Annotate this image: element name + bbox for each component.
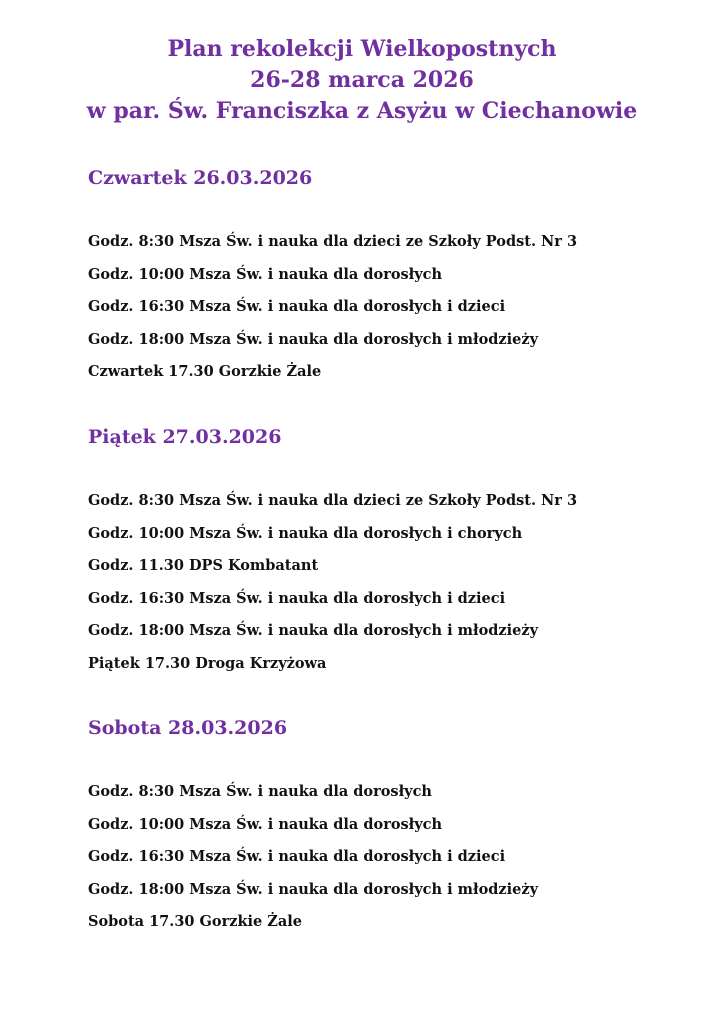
schedule-entry: Godz. 8:30 Msza Św. i nauka dla dzieci ze Szkoły Podst. Nr 3: [88, 233, 578, 250]
schedule-entry: Godz. 16:30 Msza Św. i nauka dla dorosłych i dzieci: [88, 848, 506, 865]
schedule-entry: Godz. 16:30 Msza Św. i nauka dla dorosłych i dzieci: [88, 589, 506, 607]
day-section-saturday: [88, 716, 688, 939]
title-line-2: 26-28 marca 2026: [250, 67, 474, 93]
schedule-entry: Sobota 17.30 Gorzkie Żale: [88, 913, 303, 930]
schedule-entry: Czwartek 17.30 Gorzkie Żale: [88, 363, 322, 380]
day-section-friday: [88, 425, 688, 680]
schedule-entry: Godz. 10:00 Msza Św. i nauka dla dorosłych: [88, 815, 443, 833]
schedule-list-friday: [88, 485, 688, 680]
schedule-entry: Godz. 16:30 Msza Św. i nauka dla dorosłych i dzieci: [88, 298, 506, 315]
title-line-1: Plan rekolekcji Wielkopostnych: [167, 36, 557, 62]
schedule-entry: Godz. 18:00 Msza Św. i nauka dla dorosłych i młodzieży: [88, 622, 539, 639]
document-title: [0, 34, 724, 127]
schedule-list-saturday: [88, 776, 688, 939]
title-line-3: w par. Św. Franciszka z Asyżu w Ciechanowie: [86, 98, 638, 124]
day-heading-friday: Piątek 27.03.2026: [88, 426, 282, 448]
schedule-entry: Godz. 10:00 Msza Św. i nauka dla dorosłych i chorych: [88, 524, 523, 542]
schedule-entry: Piątek 17.30 Droga Krzyżowa: [88, 654, 327, 672]
day-heading-saturday: Sobota 28.03.2026: [88, 717, 288, 739]
day-section-thursday: [88, 166, 688, 389]
schedule-entry: Godz. 18:00 Msza Św. i nauka dla dorosłych i młodzieży: [88, 330, 539, 348]
schedule-entry: Godz. 8:30 Msza Św. i nauka dla dzieci ze Szkoły Podst. Nr 3: [88, 492, 578, 509]
day-heading-thursday: Czwartek 26.03.2026: [88, 167, 313, 189]
schedule-entry: Godz. 8:30 Msza Św. i nauka dla dorosłych: [88, 783, 432, 800]
schedule-entry: Godz. 11.30 DPS Kombatant: [88, 557, 319, 574]
schedule-list-thursday: [88, 226, 688, 389]
schedule-entry: Godz. 10:00 Msza Św. i nauka dla dorosłych: [88, 265, 443, 283]
schedule-entry: Godz. 18:00 Msza Św. i nauka dla dorosłych i młodzieży: [88, 880, 539, 898]
